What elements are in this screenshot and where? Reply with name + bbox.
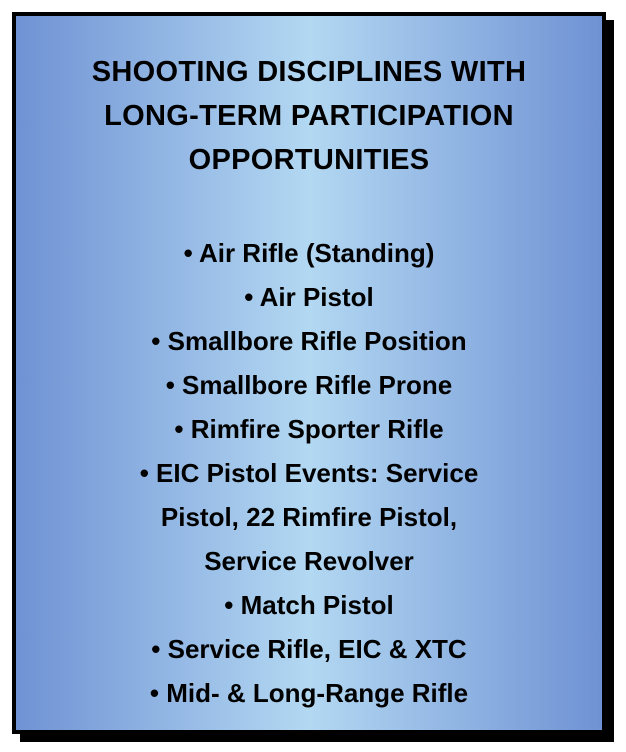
title-line-3: OPPORTUNITIES	[188, 144, 430, 176]
list-item: • Air Rifle (Standing)	[183, 238, 435, 268]
list-item: • Smallbore Rifle Prone	[165, 370, 453, 400]
list-item: • Rimfire Sporter Rifle	[174, 414, 444, 444]
list-item: • Air Pistol	[244, 282, 374, 312]
list-item: • Match Pistol	[224, 590, 394, 620]
disciplines-list	[16, 231, 602, 715]
disciplines-panel	[12, 12, 606, 734]
title-line-2: LONG-TERM PARTICIPATION	[104, 100, 514, 132]
list-item-continued: Pistol, 22 Rimfire Pistol,	[160, 502, 458, 532]
list-item: • Service Rifle, EIC & XTC	[151, 634, 467, 664]
title-line-1: SHOOTING DISCIPLINES WITH	[91, 56, 527, 88]
list-item: • EIC Pistol Events: Service	[139, 458, 479, 488]
list-item: • Smallbore Rifle Position	[151, 326, 467, 356]
panel-title	[16, 50, 602, 182]
list-item: • Mid- & Long-Range Rifle	[149, 678, 469, 708]
list-item-continued: Service Revolver	[204, 546, 414, 576]
